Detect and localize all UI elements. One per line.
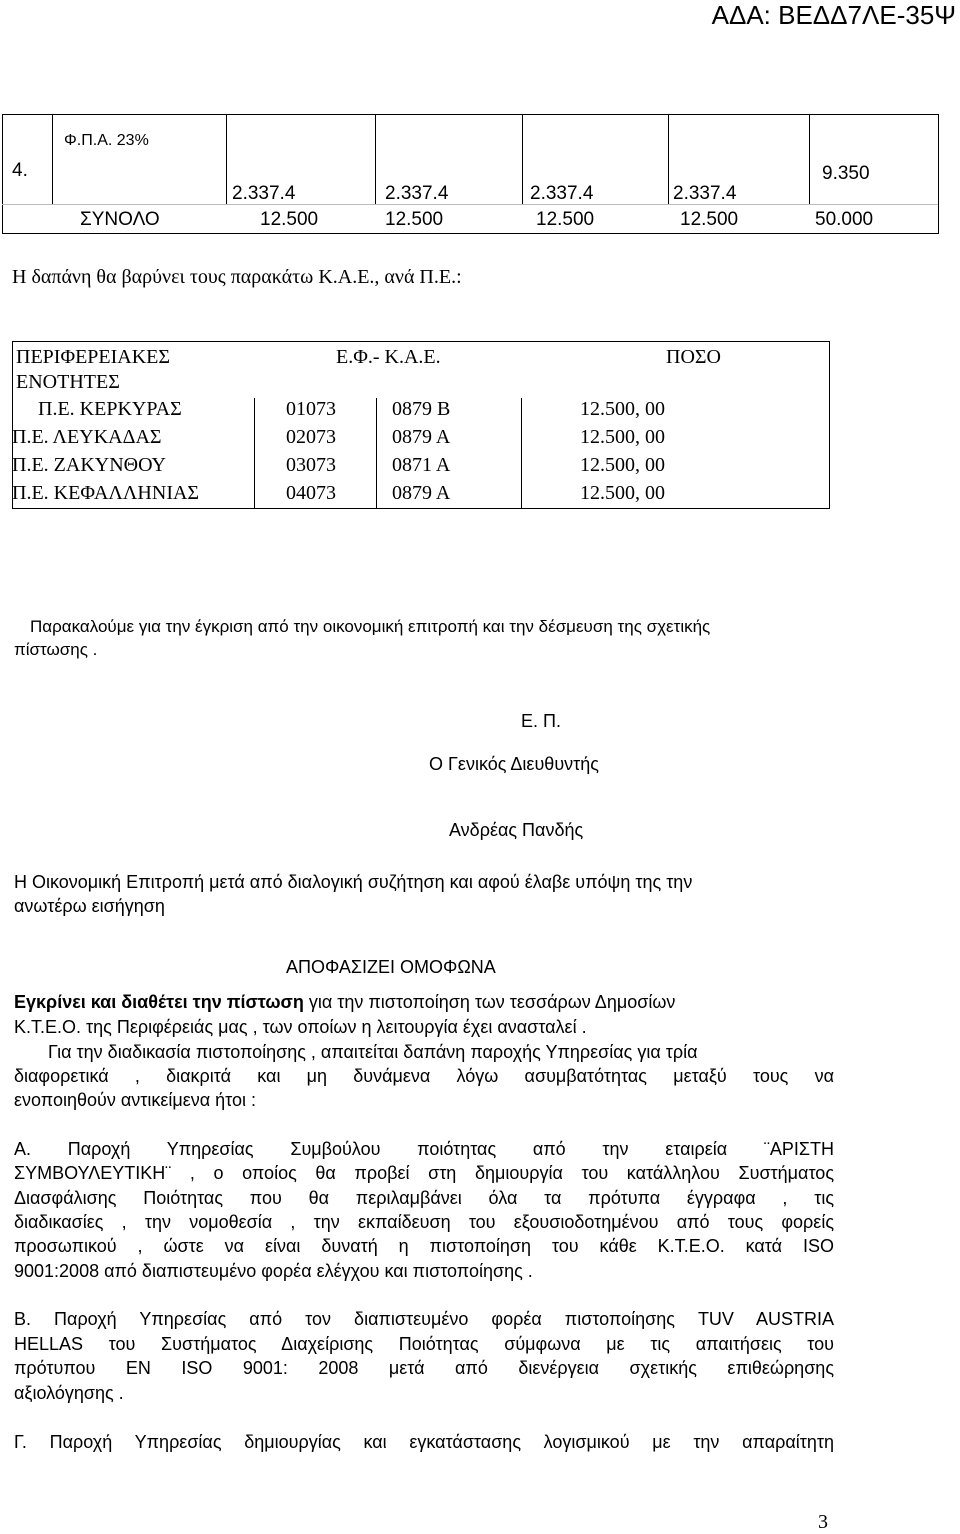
table-row-divider [2, 204, 938, 205]
header-units-line2: ΕΝΟΤΗΤΕΣ [16, 371, 120, 393]
vat-value: 2.337.4 [385, 183, 449, 204]
vat-label: Φ.Π.Α. 23% [64, 132, 149, 149]
row-unit: Π.Ε. ΚΕΦΑΛΛΗΝΙΑΣ [12, 482, 200, 504]
table-border-right [938, 114, 939, 234]
approval-line-1 [14, 992, 675, 1013]
row-kae: 0879 Α [392, 482, 451, 504]
request-line-2: πίστωσης . [14, 640, 98, 659]
header-amount: ΠΟΣΟ [666, 346, 721, 368]
vat-total: 9.350 [822, 163, 870, 184]
row-unit: Π.Ε. ΖΑΚΥΝΘΟΥ [12, 454, 166, 476]
item-a-line-2: ΣΥΜΒΟΥΛΕΥΤΙΚΗ¨ , ο οποίος θα προβεί στη δημιουργία του κατάλληλου Συστήματος [14, 1163, 834, 1183]
table-border-top [2, 114, 938, 115]
signature-name: Ανδρέας Πανδής [449, 820, 584, 840]
table-divider [668, 114, 669, 204]
vat-value: 2.337.4 [232, 183, 296, 204]
table-border-left [2, 114, 3, 234]
vat-value: 2.337.4 [673, 183, 737, 204]
item-b-line-3: πρότυπου ΕΝ ISO 9001: 2008 μετά από διενέργεια σχετικής επιθεώρησης [14, 1358, 834, 1378]
total-value: 12.500 [260, 209, 319, 230]
committee-line-2: ανωτέρω εισήγηση [14, 896, 165, 916]
signature-title: Ο Γενικός Διευθυντής [429, 754, 599, 774]
item-c-line-1: Γ. Παροχή Υπηρεσίας δημιουργίας και εγκατάστασης λογισμικού με την απαραίτητη [14, 1432, 834, 1452]
table-divider [521, 398, 522, 509]
row-amount: 12.500, 00 [580, 398, 665, 420]
row-ef: 01073 [286, 398, 336, 420]
header-units-line1: ΠΕΡΙΦΕΡΕΙΑΚΕΣ [16, 346, 171, 368]
header-codes: Ε.Φ.- Κ.Α.Ε. [336, 346, 441, 368]
row-unit: Π.Ε. ΚΕΡΚΥΡΑΣ [38, 398, 182, 420]
item-a-line-3: Διασφάλισης Ποιότητας που θα περιλαμβάνει όλα τα πρότυπα έγγραφα , τις [14, 1188, 834, 1208]
row-amount: 12.500, 00 [580, 454, 665, 476]
item-b-line-4: αξιολόγησης . [14, 1383, 124, 1403]
total-label: ΣΥΝΟΛΟ [80, 209, 160, 230]
signature-ep: Ε. Π. [521, 711, 562, 731]
process-line-1: Για την διαδικασία πιστοποίησης , απαιτείται δαπάνη παροχής Υπηρεσίας για τρία [48, 1042, 698, 1062]
table-divider [522, 114, 523, 204]
row-kae: 0879 Β [392, 398, 451, 420]
table-divider [226, 114, 227, 204]
process-line-2: διαφορετικά , διακριτά και μη δυνάμενα λόγω ασυμβατότητας μεταξύ τους να [14, 1066, 834, 1086]
item-b-line-1: Β. Παροχή Υπηρεσίας από τον διαπιστευμένο φορέα πιστοποίησης TUV AUSTRIA [14, 1309, 834, 1329]
item-a-line-5: προσωπικού , ώστε να είναι δυνατή η πιστοποίηση του κάθε Κ.Τ.Ε.Ο. κατά ISO [14, 1236, 834, 1256]
row-kae: 0871 Α [392, 454, 451, 476]
row-ef: 02073 [286, 426, 336, 448]
ada-code: ΑΔΑ: ΒΕΔΔ7ΛΕ-35Ψ [711, 0, 956, 30]
table-divider [809, 114, 810, 204]
grand-total: 50.000 [815, 209, 874, 230]
row-kae: 0879 Α [392, 426, 451, 448]
table-border-bottom [2, 233, 938, 234]
page-number: 3 [818, 1511, 828, 1533]
total-value: 12.500 [385, 209, 444, 230]
item-a-line-1: Α. Παροχή Υπηρεσίας Συμβούλου ποιότητας από την εταιρεία ¨ΑΡΙΣΤΗ [14, 1139, 834, 1159]
approval-bold: Εγκρίνει και διαθέτει την πίστωση [14, 992, 304, 1012]
item-a-line-4: διαδικασίες , την νομοθεσία , την εκπαίδευση του εξουσιοδοτημένου από τους φορείς [14, 1212, 834, 1232]
request-line-1: Παρακαλούμε για την έγκριση από την οικονομική επιτροπή και την δέσμευση της σχετικής [30, 617, 711, 636]
expense-intro: Η δαπάνη θα βαρύνει τους παρακάτω Κ.Α.Ε., ανά Π.Ε.: [12, 266, 462, 288]
committee-line-1: Η Οικονομική Επιτροπή μετά από διαλογική συζήτηση και αφού έλαβε υπόψη της την [14, 872, 693, 892]
row-amount: 12.500, 00 [580, 426, 665, 448]
item-a-line-6: 9001:2008 από διαπιστευμένο φορέα ελέγχου και πιστοποίησης . [14, 1261, 533, 1281]
vat-value: 2.337.4 [530, 183, 594, 204]
approval-rest: για την πιστοποίηση των τεσσάρων Δημοσίων [303, 992, 676, 1012]
total-value: 12.500 [680, 209, 739, 230]
row-number: 4. [12, 160, 28, 181]
decision-heading: ΑΠΟΦΑΣΙΖΕΙ ΟΜΟΦΩΝΑ [286, 957, 496, 977]
total-value: 12.500 [536, 209, 595, 230]
item-b-line-2: HELLAS του Συστήματος Διαχείρισης Ποιότητας σύμφωνα με τις απαιτήσεις του [14, 1334, 834, 1354]
process-line-3: ενοποιηθούν αντικείμενα ήτοι : [14, 1090, 257, 1110]
row-ef: 04073 [286, 482, 336, 504]
row-amount: 12.500, 00 [580, 482, 665, 504]
table-divider [375, 114, 376, 204]
row-ef: 03073 [286, 454, 336, 476]
table-divider [254, 398, 255, 509]
row-unit: Π.Ε. ΛΕΥΚΑΔΑΣ [12, 426, 162, 448]
table-divider [376, 398, 377, 509]
table-divider [52, 114, 53, 204]
approval-line-2: Κ.Τ.Ε.Ο. της Περιφέρειάς μας , των οποίων η λειτουργία έχει ανασταλεί . [14, 1017, 587, 1037]
